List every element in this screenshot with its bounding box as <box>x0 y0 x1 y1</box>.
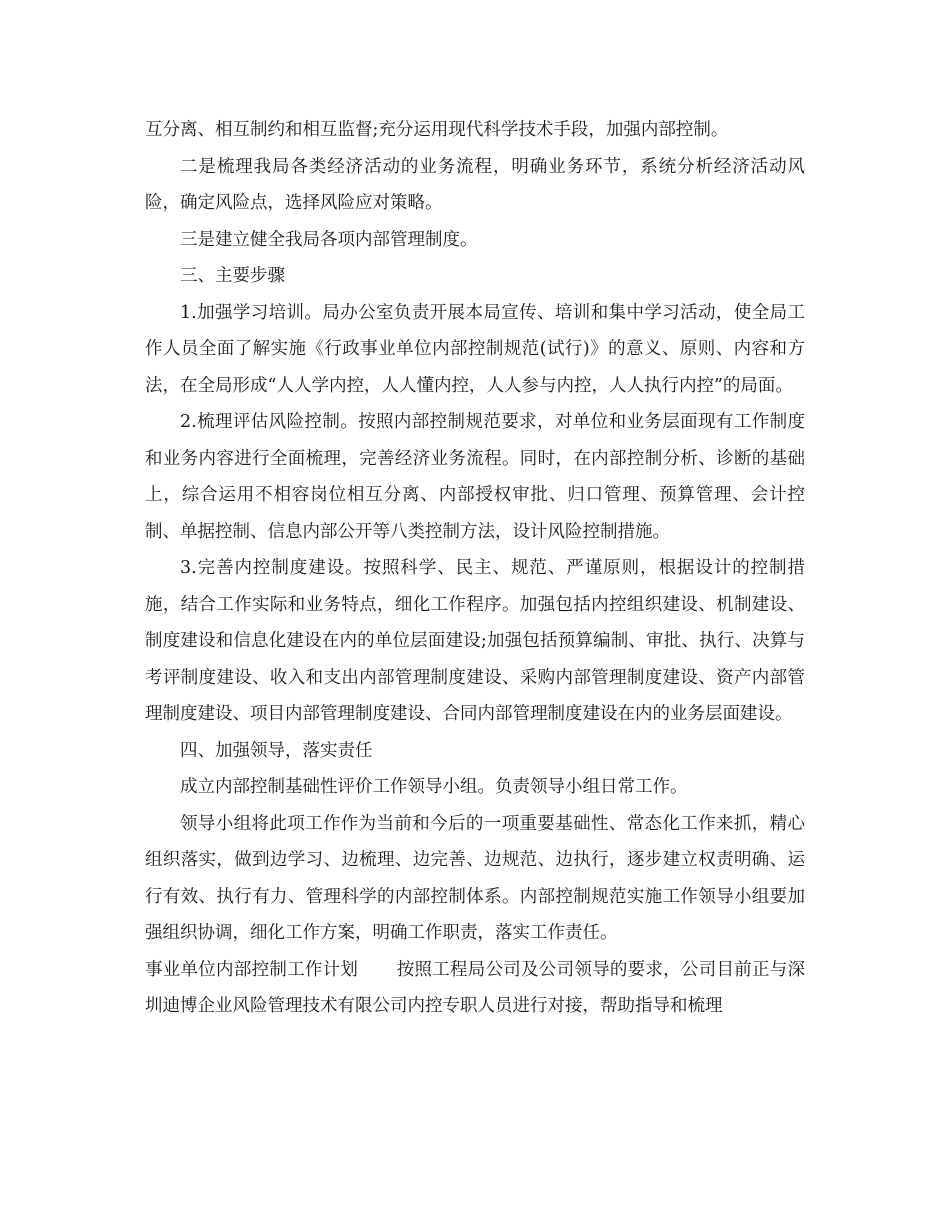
next-section-text: 按照工程局公司及公司领导的要求，公司目前正与深圳迪博企业风险管理技术有限公司内控专职人员进行对接，帮助指导和梳理 <box>145 959 806 1016</box>
paragraph-management-system: 三是建立健全我局各项内部管理制度。 <box>180 229 478 250</box>
section-heading-main-steps: 三、主要步骤 <box>180 266 285 286</box>
paragraph-continuation: 互分离、相互制约和相互监督;充分运用现代科学技术手段，加强内部控制。 <box>145 120 729 140</box>
paragraph-group-duties: 领导小组将此项工作作为当前和今后的一项重要基础性、常态化工作来抓，精心组织落实，做到边学习、边梳理、边完善、边规范、边执行，逐步建立权责明确、运行有效、执行有力、管理科学的内部控制体系。内部控制规范实施工作领导小组要加强组织协调，细化工作方案，明确工作职责，落实工作责任。 <box>145 813 805 943</box>
paragraph-step-2: 2.梳理评估风险控制。按照内部控制规范要求，对单位和业务层面现有工作制度和业务内容进行全面梳理，完善经济业务流程。同时，在内部控制分析、诊断的基础上，综合运用不相容岗位相互分离、内部授权审批、归口管理、预算管理、会计控制、单据控制、信息内部公开等八类控制方法，设计风险控制措施。 <box>145 412 805 542</box>
paragraph-leading-group: 成立内部控制基础性评价工作领导小组。负责领导小组日常工作。 <box>180 777 688 797</box>
next-section-title: 事业单位内部控制工作计划 <box>145 959 359 980</box>
paragraph-risk-process: 二是梳理我局各类经济活动的业务流程，明确业务环节，系统分析经济活动风险，确定风险点，选择风险应对策略。 <box>145 156 805 213</box>
document-page <box>145 112 805 1025</box>
paragraph-step-3: 3.完善内控制度建设。按照科学、民主、规范、严谨原则，根据设计的控制措施，结合工作实际和业务特点，细化工作程序。加强包括内控组织建设、机制建设、制度建设和信息化建设在内的单位层面建设;加强包括预算编制、审批、执行、决算与考评制度建设、收入和支出内部管理制度建设、采购内部管理制度建设、资产内部管理制度建设、项目内部管理制度建设、合同内部管理制度建设在内的业务层面建设。 <box>145 558 805 724</box>
section-heading-leadership: 四、加强领导，落实责任 <box>180 740 373 761</box>
paragraph-next-section <box>145 952 805 1025</box>
paragraph-step-1: 1.加强学习培训。局办公室负责开展本局宣传、培训和集中学习活动，使全局工作人员全面了解实施《行政事业单位内部控制规范(试行)》的意义、原则、内容和方法，在全局形成“人人学内控，人人懂内控，人人参与内控，人人执行内控”的局面。 <box>145 302 805 396</box>
